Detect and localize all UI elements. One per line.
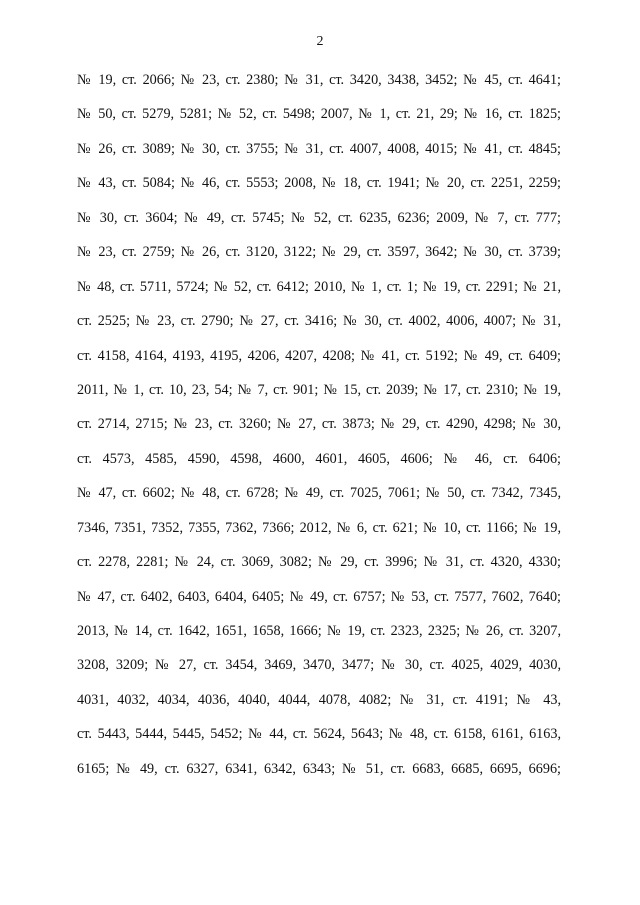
text-line: № 48, ст. 5711, 5724; № 52, ст. 6412; 2010, № 1, ст. 1; № 19, ст. 2291; № 21, <box>77 278 561 295</box>
text-line: 4031, 4032, 4034, 4036, 4040, 4044, 4078, 4082; № 31, ст. 4191; № 43, <box>77 691 561 708</box>
text-line: 3208, 3209; № 27, ст. 3454, 3469, 3470, 3477; № 30, ст. 4025, 4029, 4030, <box>77 657 561 674</box>
text-line: 7346, 7351, 7352, 7355, 7362, 7366; 2012, № 6, ст. 621; № 10, ст. 1166; № 19, <box>77 519 561 536</box>
text-line: № 47, ст. 6402, 6403, 6404, 6405; № 49, ст. 6757; № 53, ст. 7577, 7602, 7640; <box>77 588 561 605</box>
text-line: ст. 2278, 2281; № 24, ст. 3069, 3082; № 29, ст. 3996; № 31, ст. 4320, 4330; <box>77 554 561 571</box>
text-line: № 47, ст. 6602; № 48, ст. 6728; № 49, ст. 7025, 7061; № 50, ст. 7342, 7345, <box>77 485 561 502</box>
text-line: ст. 4573, 4585, 4590, 4598, 4600, 4601, 4605, 4606; № 46, ст. 6406; <box>77 450 561 467</box>
text-line: № 50, ст. 5279, 5281; № 52, ст. 5498; 2007, № 1, ст. 21, 29; № 16, ст. 1825; <box>77 106 561 123</box>
body-text <box>77 70 561 793</box>
text-line: № 23, ст. 2759; № 26, ст. 3120, 3122; № 29, ст. 3597, 3642; № 30, ст. 3739; <box>77 244 561 261</box>
text-line: 6165; № 49, ст. 6327, 6341, 6342, 6343; № 51, ст. 6683, 6685, 6695, 6696; <box>77 760 561 777</box>
text-line: ст. 2525; № 23, ст. 2790; № 27, ст. 3416; № 30, ст. 4002, 4006, 4007; № 31, <box>77 313 561 330</box>
page-number: 2 <box>316 34 324 49</box>
text-line: № 26, ст. 3089; № 30, ст. 3755; № 31, ст. 4007, 4008, 4015; № 41, ст. 4845; <box>77 140 561 157</box>
text-line: ст. 4158, 4164, 4193, 4195, 4206, 4207, 4208; № 41, ст. 5192; № 49, ст. 6409; <box>77 347 561 364</box>
text-line: № 19, ст. 2066; № 23, ст. 2380; № 31, ст. 3420, 3438, 3452; № 45, ст. 4641; <box>77 72 561 88</box>
text-line: 2013, № 14, ст. 1642, 1651, 1658, 1666; № 19, ст. 2323, 2325; № 26, ст. 3207, <box>77 623 561 639</box>
text-line: 2011, № 1, ст. 10, 23, 54; № 7, ст. 901; № 15, ст. 2039; № 17, ст. 2310; № 19, <box>77 381 561 398</box>
text-line: ст. 5443, 5444, 5445, 5452; № 44, ст. 5624, 5643; № 48, ст. 6158, 6161, 6163, <box>77 726 561 743</box>
text-line: № 43, ст. 5084; № 46, ст. 5553; 2008, № 18, ст. 1941; № 20, ст. 2251, 2259; <box>77 175 561 192</box>
text-line: № 30, ст. 3604; № 49, ст. 5745; № 52, ст. 6235, 6236; 2009, № 7, ст. 777; <box>77 209 561 226</box>
text-line: ст. 2714, 2715; № 23, ст. 3260; № 27, ст. 3873; № 29, ст. 4290, 4298; № 30, <box>77 416 561 433</box>
